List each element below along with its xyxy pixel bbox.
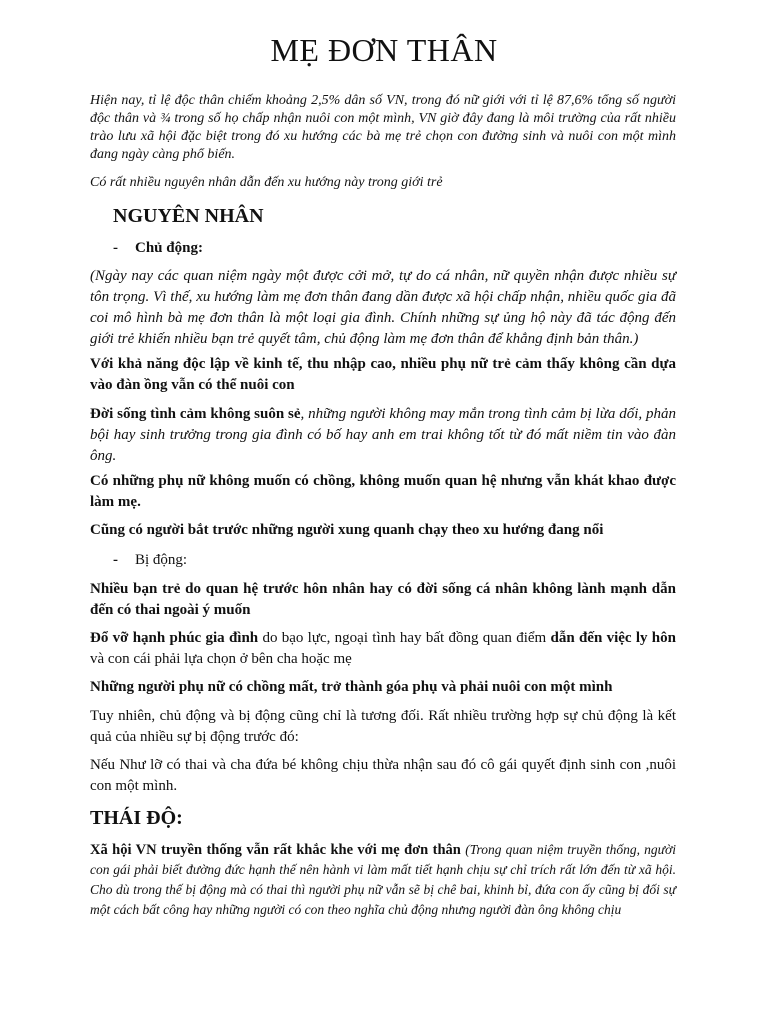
bullet-dash: - — [113, 240, 118, 256]
active-reason-love-life-italic: , những người không may mắn trong tình cảm bị lừa dối, phản bội hay sinh trưởng trong gia đình có bố hay anh em trai không tốt từ đó mất niềm tin vào đàn ông. — [90, 406, 676, 464]
passive-reason-divorce — [90, 628, 676, 670]
active-bullet-label: Chủ động: — [135, 240, 203, 256]
active-reason-love-life — [90, 404, 676, 467]
active-reason-economic: Với khả năng độc lập về kinh tế, thu nhập cao, nhiều phụ nữ trẻ cảm thấy không cần dựa vào đàn ồng vẫn có thể nuôi con — [90, 356, 676, 393]
passive-bullet — [113, 550, 187, 570]
causes-heading: NGUYÊN NHÂN — [113, 205, 264, 227]
attitude-heading: THÁI ĐỘ: — [90, 807, 183, 829]
intro-lead-paragraph: Có rất nhiều nguyên nhân dẫn đến xu hướng này trong giới trẻ — [90, 175, 443, 190]
active-reason-trend: Cũng có người bắt trước những người xung quanh chạy theo xu hướng đang nổi — [90, 522, 604, 538]
attitude-continuation: (Trong quan niệm truyền thống, người con gái phải biết đường đức hạnh thế nên hành vi làm mất tiết hạnh chịu sự chỉ trích rất lớn đến từ xã hội. Cho dù trong thế bị động mà có thai thì người phụ nữ vẫn sẽ bị chê bai, khinh bỉ, đứa con ấy cũng bị đối sự một cách bất công hay những người có con theo nghĩa chủ động nhưng người đàn ông không chịu — [90, 842, 677, 917]
passive-reason-divorce-bold-b: dẫn đến việc ly hôn — [550, 630, 676, 646]
passive-reason-widow: Những người phụ nữ có chồng mất, trở thành góa phụ và phải nuôi con một mình — [90, 679, 613, 695]
active-quote-paragraph: (Ngày nay các quan niệm ngày một được cởi mở, tự do cá nhân, nữ quyền nhận được nhiều sự tôn trọng. Vì thế, xu hướng làm mẹ đơn thân đang dần được xã hội chấp nhận, nhiều quốc gia đã coi mô hình bà mẹ đơn thân là một loại gia đình. Chính những sự ủng hộ này đã tác động đến giới trẻ khiến nhiều bạn trẻ quyết tâm, chủ động làm mẹ đơn thân để khẳng định bản thân.) — [90, 268, 676, 347]
page-title: MẸ ĐƠN THÂN — [270, 32, 498, 68]
attitude-paragraph — [90, 840, 676, 920]
passive-reason-divorce-normal: do bạo lực, ngoại tình hay bất đồng quan điểm — [258, 630, 551, 646]
passive-reason-unplanned: Nhiều bạn trẻ do quan hệ trước hôn nhân hay có đời sống cá nhân không lành mạnh dẫn đến có thai ngoài ý muốn — [90, 581, 676, 618]
active-bullet — [113, 238, 203, 258]
intro-paragraph: Hiện nay, tỉ lệ độc thân chiếm khoảng 2,5% dân số VN, trong đó nữ giới với tỉ lệ 87,6% tổng số người độc thân và ¾ trong số họ chấp nhận nuôi con một mình, VN giờ đây đang là môi trường của rất nhiều trào lưu xã hội đặc biệt trong đó xu hướng các bà mẹ trẻ chọn con đường sinh và nuôi con một mình đang ngày càng phổ biến. — [90, 93, 676, 162]
active-reason-no-husband: Có những phụ nữ không muốn có chồng, không muốn quan hệ nhưng vẫn khát khao được làm mẹ. — [90, 473, 676, 510]
passive-bullet-label: Bị động: — [135, 552, 188, 568]
attitude-lead: Xã hội VN truyền thống vẫn rất khắc khe với mẹ đơn thân — [90, 842, 466, 858]
active-reason-love-life-bold: Đời sống tình cảm không suôn sẻ — [90, 406, 301, 422]
passive-reason-divorce-tail: và con cái phải lựa chọn ở bên cha hoặc mẹ — [90, 651, 352, 667]
relativity-note: Tuy nhiên, chủ động và bị động cũng chỉ là tương đối. Rất nhiều trường hợp sự chủ động là kết quả của nhiều sự bị động trước đó: — [90, 708, 676, 745]
example-note: Nếu Như lỡ có thai và cha đứa bé không chịu thừa nhận sau đó cô gái quyết định sinh con ,nuôi con một mình. — [90, 757, 676, 794]
bullet-dash: - — [113, 552, 118, 568]
passive-reason-divorce-bold-a: Đổ vỡ hạnh phúc gia đình — [90, 630, 259, 646]
